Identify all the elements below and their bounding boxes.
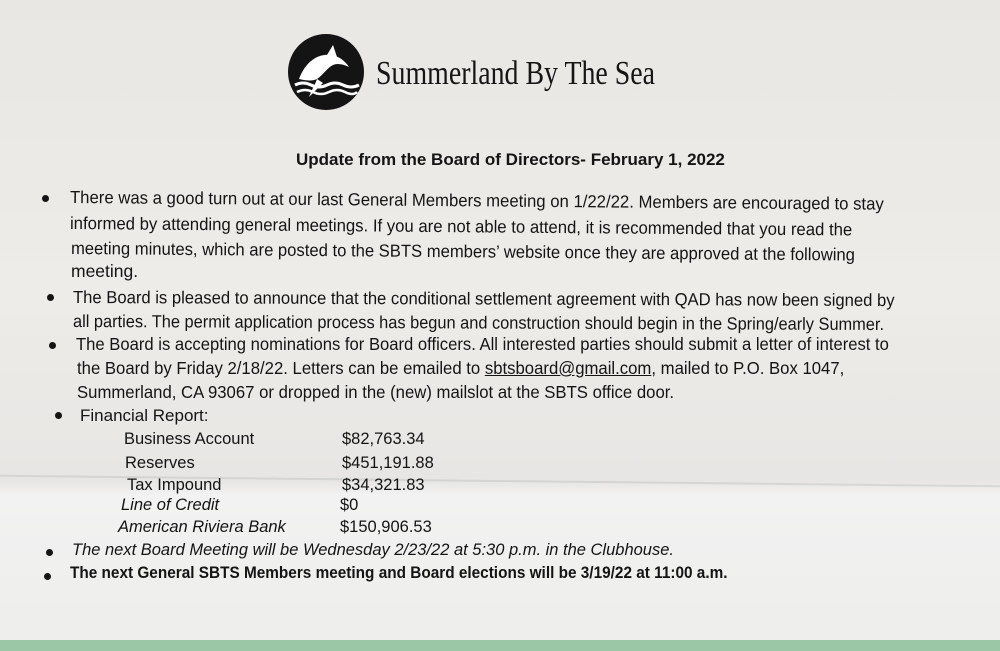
bullet-3-line-1: The Board is accepting nominations for Board officers. All interested parties should submit a letter of interest to bbox=[76, 334, 889, 354]
brand-name: Summerland By The Sea bbox=[376, 55, 656, 92]
bullet-icon bbox=[44, 573, 51, 580]
bullet-1-line-2: informed by attending general meetings. If you are not able to attend, it is recommended that you read the bbox=[69, 213, 853, 240]
financial-row-value: $34,321.83 bbox=[342, 476, 425, 494]
financial-row-value: $150,906.53 bbox=[340, 518, 432, 536]
page-title: Update from the Board of Directors- February 1, 2022 bbox=[296, 150, 725, 169]
next-board-meeting: The next Board Meeting will be Wednesday 2/23/22 at 5:30 p.m. in the Clubhouse. bbox=[72, 540, 674, 559]
bullet-icon bbox=[55, 412, 62, 419]
background-surface bbox=[0, 640, 1000, 651]
bullet-2-line-1: The Board is pleased to announce that the conditional settlement agreement with QAD has now been signed by bbox=[72, 287, 895, 311]
bullet-3-line-2 bbox=[77, 358, 844, 379]
email-link[interactable]: sbtsboard@gmail.com bbox=[484, 358, 652, 378]
financial-report-label: Financial Report: bbox=[80, 406, 209, 425]
financial-row-name: Business Account bbox=[124, 430, 255, 448]
bullet-icon bbox=[42, 195, 49, 202]
bullet-1-line-3: meeting minutes, which are posted to the SBTS members’ website once they are approved at the following bbox=[70, 238, 856, 265]
financial-row-value: $82,763.34 bbox=[342, 430, 425, 448]
financial-row-name: American Riviera Bank bbox=[118, 518, 286, 536]
dolphin-wave-icon bbox=[287, 33, 365, 111]
financial-row-value: $0 bbox=[340, 496, 359, 514]
bullet-1-line-4: meeting. bbox=[71, 261, 139, 281]
bullet-icon bbox=[47, 294, 54, 301]
next-general-meeting: The next General SBTS Members meeting and Board elections will be 3/19/22 at 11:00 a.m. bbox=[70, 564, 728, 582]
bullet-3-line-2-tail: , mailed to P.O. Box 1047, bbox=[651, 358, 845, 378]
bullet-icon bbox=[49, 342, 56, 349]
bullet-icon bbox=[46, 549, 53, 556]
bullet-3-line-2-text: the Board by Friday 2/18/22. Letters can be emailed to bbox=[77, 358, 485, 378]
bullet-2-line-2: all parties. The permit application process has begun and construction should begin in the Spring/early Summer. bbox=[72, 311, 885, 335]
financial-row-name: Reserves bbox=[125, 454, 195, 472]
bullet-1-line-1: There was a good turn out at our last General Members meeting on 1/22/22. Members are encouraged to stay bbox=[69, 187, 884, 214]
financial-row-value: $451,191.88 bbox=[342, 454, 434, 472]
bullet-3-line-3: Summerland, CA 93067 or dropped in the (new) mailslot at the SBTS office door. bbox=[77, 382, 675, 402]
financial-row-name: Line of Credit bbox=[121, 496, 220, 514]
financial-row-name: Tax Impound bbox=[127, 476, 222, 494]
